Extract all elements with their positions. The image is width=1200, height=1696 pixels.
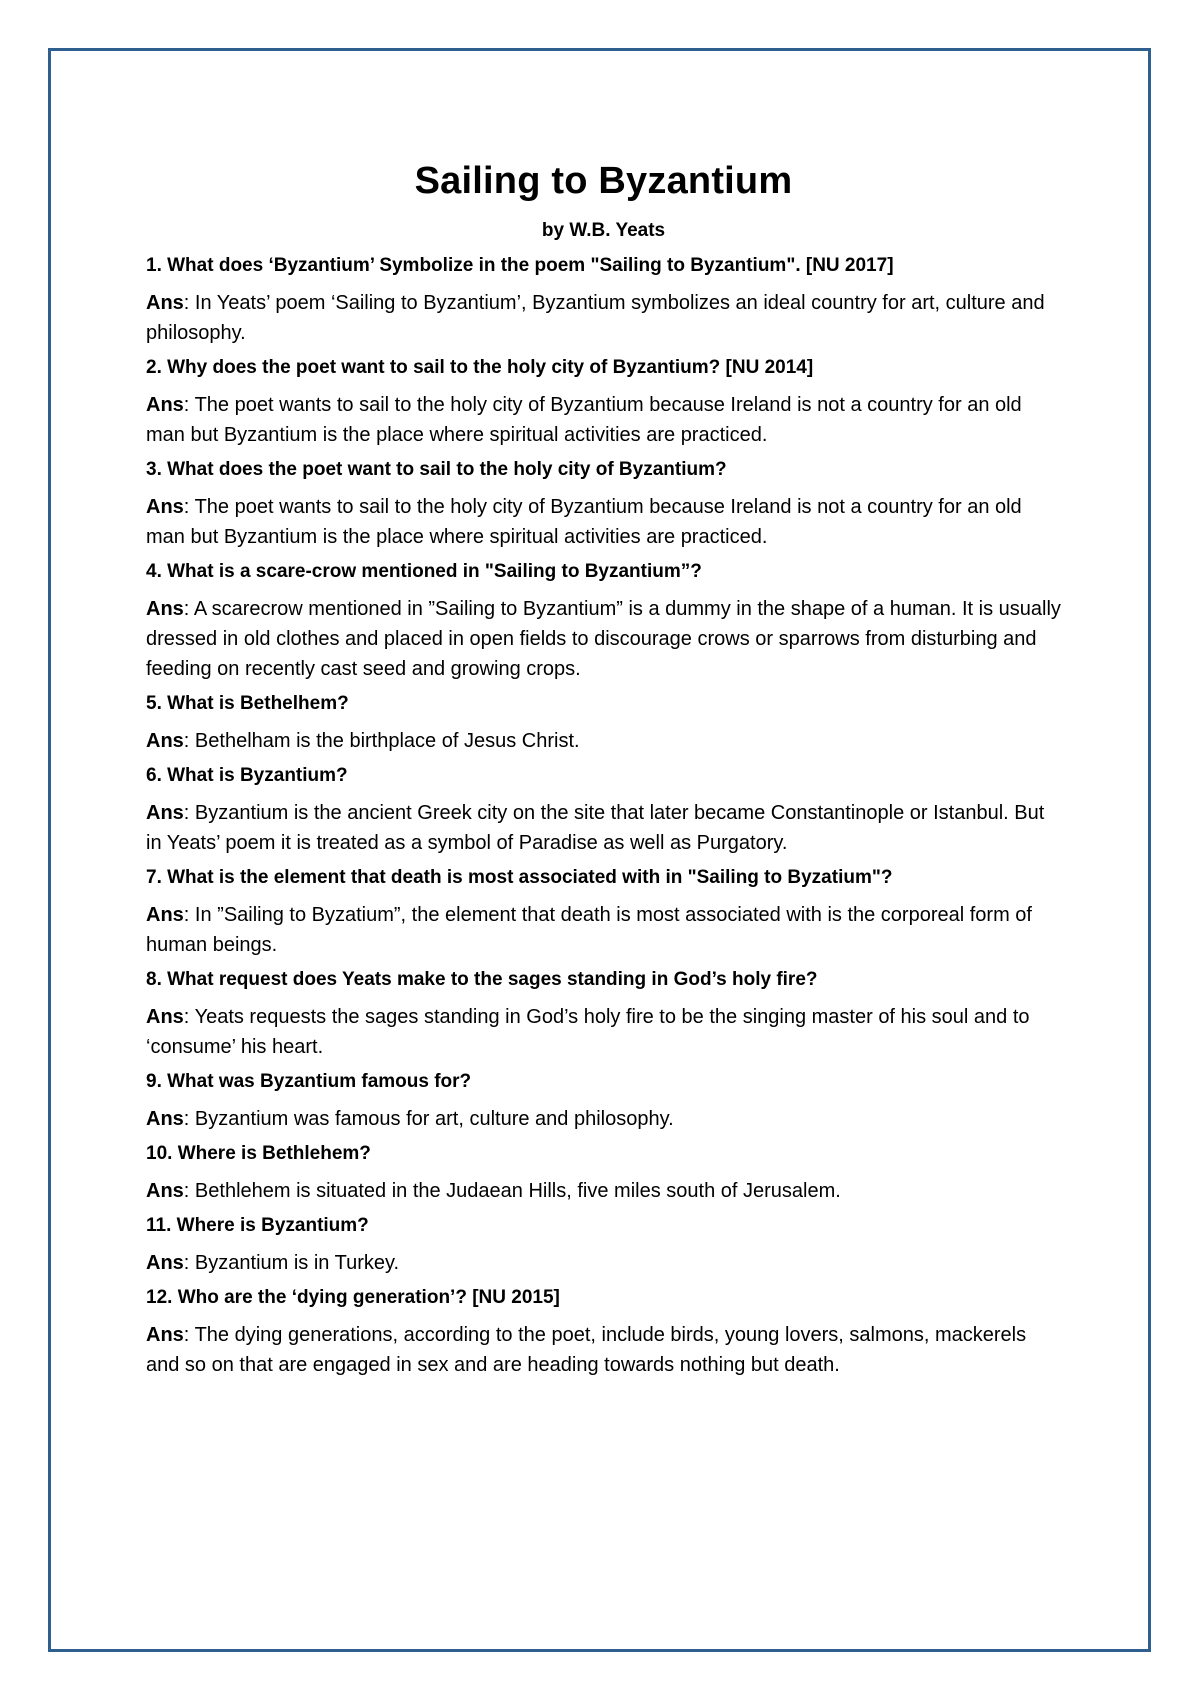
answer: Ans: Bethlehem is situated in the Judaean Hills, five miles south of Jerusalem. xyxy=(146,1180,841,1202)
answer-label: Ans xyxy=(146,394,184,416)
answer-label: Ans xyxy=(146,730,184,752)
qa-item xyxy=(146,762,1061,858)
question: 6. What is Byzantium? xyxy=(146,765,348,786)
answer-text: The poet wants to sail to the holy city of Byzantium because Ireland is not a country for an old man but Byzantium is the place where spiritual activities are practiced. xyxy=(146,394,1022,446)
qa-item xyxy=(146,1140,1061,1206)
answer-label: Ans xyxy=(146,1252,184,1274)
qa-item xyxy=(146,558,1061,684)
qa-item xyxy=(146,966,1061,1062)
document-title: Sailing to Byzantium xyxy=(414,160,793,202)
answer: Ans: Bethelham is the birthplace of Jesus Christ. xyxy=(146,730,580,752)
answer-label: Ans xyxy=(146,1324,184,1346)
answer: Ans: In ”Sailing to Byzatium”, the element that death is most associated with is the corporeal form of human beings. xyxy=(146,904,1032,956)
answer: Ans: In Yeats’ poem ‘Sailing to Byzantium’, Byzantium symbolizes an ideal country for art, culture and philosophy. xyxy=(146,292,1045,344)
answer: Ans: The poet wants to sail to the holy city of Byzantium because Ireland is not a country for an old man but Byzantium is the place where spiritual activities are practiced. xyxy=(146,496,1022,548)
question: 10. Where is Bethlehem? xyxy=(146,1143,371,1164)
question: 3. What does the poet want to sail to the holy city of Byzantium? xyxy=(146,459,727,480)
question: 4. What is a scare-crow mentioned in "Sailing to Byzantium”? xyxy=(146,561,702,582)
answer-label: Ans xyxy=(146,598,184,620)
qa-item xyxy=(146,1068,1061,1134)
document-author: by W.B. Yeats xyxy=(541,220,666,241)
question: 1. What does ‘Byzantium’ Symbolize in the poem "Sailing to Byzantium". [NU 2017] xyxy=(146,255,894,276)
answer-label: Ans xyxy=(146,904,184,926)
answer-text: Byzantium is in Turkey. xyxy=(194,1252,400,1274)
qa-list xyxy=(146,252,1061,1380)
question: 8. What request does Yeats make to the sages standing in God’s holy fire? xyxy=(146,969,818,990)
qa-item xyxy=(146,864,1061,960)
question: 11. Where is Byzantium? xyxy=(146,1215,369,1236)
answer-text: Bethelham is the birthplace of Jesus Christ. xyxy=(194,730,580,752)
question: 12. Who are the ‘dying generation’? [NU 2015] xyxy=(146,1287,560,1308)
answer-text: The poet wants to sail to the holy city of Byzantium because Ireland is not a country for an old man but Byzantium is the place where spiritual activities are practiced. xyxy=(146,496,1022,548)
answer-text: Byzantium was famous for art, culture and philosophy. xyxy=(194,1108,674,1130)
answer-text: A scarecrow mentioned in ”Sailing to Byzantium” is a dummy in the shape of a human. It is usually dressed in old clothes and placed in open fields to discourage crows or sparrows from disturbing and feeding on recently cast seed and growing crops. xyxy=(146,598,1061,680)
question: 7. What is the element that death is most associated with in "Sailing to Byzatium"? xyxy=(146,867,893,888)
answer-label: Ans xyxy=(146,292,184,314)
answer-label: Ans xyxy=(146,1006,184,1028)
answer: Ans: A scarecrow mentioned in ”Sailing to Byzantium” is a dummy in the shape of a human. It is usually dressed in old clothes and placed in open fields to discourage crows or sparrows from disturbing and feeding on recently cast seed and growing crops. xyxy=(146,598,1061,680)
answer-label: Ans xyxy=(146,496,184,518)
qa-item xyxy=(146,252,1061,348)
answer: Ans: Byzantium is the ancient Greek city on the site that later became Constantinople or Istanbul. But in Yeats’ poem it is treated as a symbol of Paradise as well as Purgatory. xyxy=(146,802,1045,854)
qa-item xyxy=(146,354,1061,450)
answer: Ans: The poet wants to sail to the holy city of Byzantium because Ireland is not a country for an old man but Byzantium is the place where spiritual activities are practiced. xyxy=(146,394,1022,446)
answer-text: Byzantium is the ancient Greek city on the site that later became Constantinople or Istanbul. But in Yeats’ poem it is treated as a symbol of Paradise as well as Purgatory. xyxy=(146,802,1045,854)
answer-text: Bethlehem is situated in the Judaean Hills, five miles south of Jerusalem. xyxy=(194,1180,841,1202)
qa-item xyxy=(146,690,1061,756)
qa-item xyxy=(146,1212,1061,1278)
answer-label: Ans xyxy=(146,802,184,824)
answer-text: In ”Sailing to Byzatium”, the element that death is most associated with is the corporeal form of human beings. xyxy=(146,904,1032,956)
answer: Ans: The dying generations, according to the poet, include birds, young lovers, salmons, mackerels and so on that are engaged in sex and are heading towards nothing but death. xyxy=(146,1324,1027,1376)
qa-item xyxy=(146,456,1061,552)
answer-text: Yeats requests the sages standing in God’s holy fire to be the singing master of his soul and to ‘consume’ his heart. xyxy=(146,1006,1030,1058)
answer: Ans: Yeats requests the sages standing in God’s holy fire to be the singing master of his soul and to ‘consume’ his heart. xyxy=(146,1006,1030,1058)
question: 5. What is Bethelhem? xyxy=(146,693,349,714)
answer: Ans: Byzantium is in Turkey. xyxy=(146,1252,400,1274)
question: 2. Why does the poet want to sail to the holy city of Byzantium? [NU 2014] xyxy=(146,357,814,378)
answer-text: The dying generations, according to the poet, include birds, young lovers, salmons, mackerels and so on that are engaged in sex and are heading towards nothing but death. xyxy=(146,1324,1027,1376)
question: 9. What was Byzantium famous for? xyxy=(146,1071,472,1092)
qa-item xyxy=(146,1284,1061,1380)
answer-label: Ans xyxy=(146,1108,184,1130)
document-content xyxy=(146,156,1061,1386)
answer-text: In Yeats’ poem ‘Sailing to Byzantium’, Byzantium symbolizes an ideal country for art, culture and philosophy. xyxy=(146,292,1045,344)
answer: Ans: Byzantium was famous for art, culture and philosophy. xyxy=(146,1108,674,1130)
answer-label: Ans xyxy=(146,1180,184,1202)
